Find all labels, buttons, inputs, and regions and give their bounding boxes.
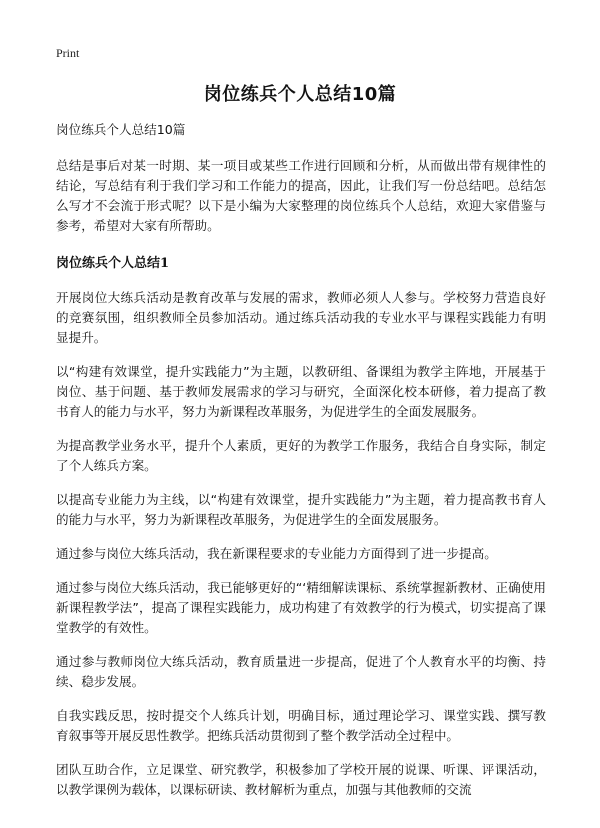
body-paragraph: 开展岗位大练兵活动是教育改革与发展的需求，教师必须人人参与。学校努力营造良好的竞赛氛围，组织教师全员参加活动。通过练兵活动我的专业水平与课程实践能力有明显提升。 [56, 290, 546, 345]
body-paragraph: 通过参与岗位大练兵活动，我已能够更好的“‘精细解读课标、系统掌握新教材、正确使用新课程教学法”，提高了课程实践能力，成功构建了有效教学的行为模式，切实提高了课堂教学的有效性。 [56, 580, 546, 635]
document-title: 岗位练兵个人总结10篇 [203, 84, 397, 105]
print-link[interactable]: Print [56, 46, 80, 60]
body-paragraph: 为提高教学业务水平，提升个人素质，更好的为教学工作服务，我结合自身实际，制定了个人练兵方案。 [56, 438, 546, 473]
body-paragraph: 自我实践反思，按时提交个人练兵计划，明确目标，通过理论学习、课堂实践、撰写教育叙事等开展反思性教学。把练兵活动贯彻到了整个教学活动全过程中。 [56, 708, 546, 743]
body-paragraph: 以“构建有效课堂，提升实践能力”为主题，以教研组、备课组为教学主阵地，开展基于岗位、基于问题、基于教师发展需求的学习与研究，全面深化校本研修，着力提高了教书育人的能力与水平，努力为新课程改革服务，为促进学生的全面发展服务。 [56, 364, 546, 419]
section-heading: 岗位练兵个人总结1 [56, 256, 170, 271]
intro-paragraph: 总结是事后对某一时期、某一项目或某些工作进行回顾和分析，从而做出带有规律性的结论，写总结有利于我们学习和工作能力的提高，因此，让我们写一份总结吧。总结怎么写才不会流于形式呢？以下是小编为大家整理的岗位练兵个人总结，欢迎大家借鉴与参考，希望对大家有所帮助。 [56, 158, 546, 233]
body-paragraph: 以提高专业能力为主线，以“构建有效课堂，提升实践能力”为主题，着力提高教书育人的能力与水平，努力为新课程改革服务，为促进学生的全面发展服务。 [56, 492, 546, 527]
document-body [56, 120, 546, 814]
document-subtitle: 岗位练兵个人总结10篇 [56, 122, 186, 137]
body-paragraph: 通过参与岗位大练兵活动，我在新课程要求的专业能力方面得到了进一步提高。 [56, 546, 497, 561]
body-paragraph: 通过参与教师岗位大练兵活动，教育质量进一步提高，促进了个人教育水平的均衡、持续、稳步发展。 [56, 654, 546, 689]
body-paragraph: 团队互助合作，立足课堂、研究教学，积极参加了学校开展的说课、听课、评课活动，以教学课例为载体，以课标研读、教材解析为重点，加强与其他教师的交流 [56, 762, 546, 797]
